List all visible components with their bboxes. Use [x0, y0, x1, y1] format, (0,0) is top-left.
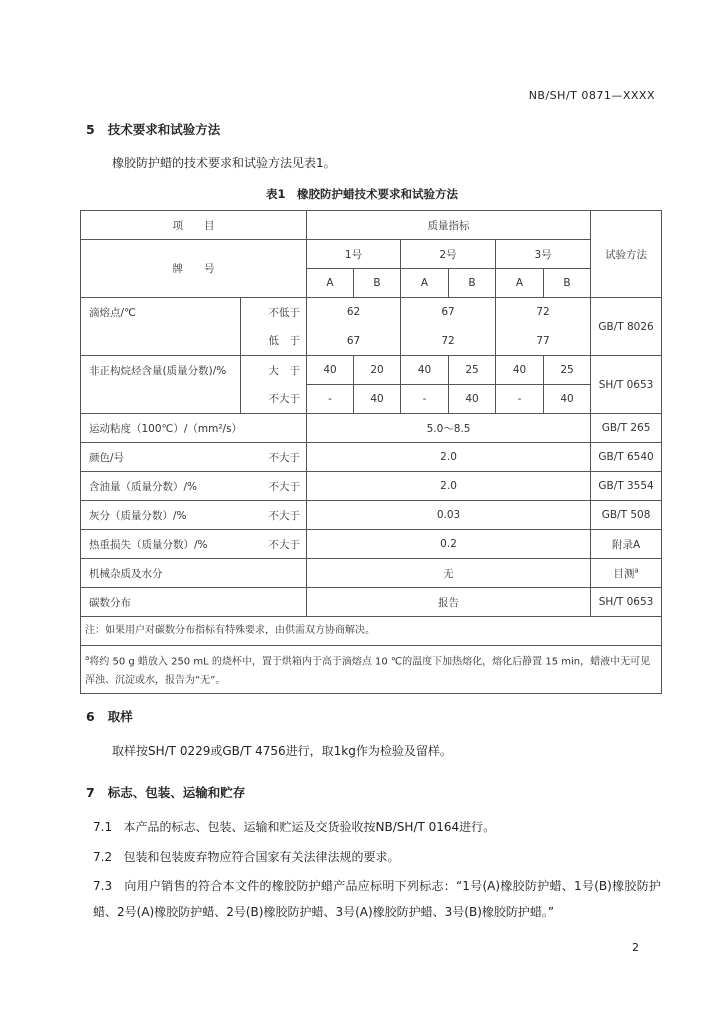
row-label-carbon: 碳数分布 — [81, 588, 307, 617]
method-cell — [591, 559, 662, 588]
value-cell: 40 — [354, 385, 401, 414]
value-cell: - — [401, 385, 449, 414]
header-item: 项 目 — [81, 211, 307, 240]
empty-cell — [81, 385, 241, 414]
value-cell: 40 — [496, 356, 544, 385]
section-6-title: 取样 — [107, 709, 133, 724]
value-cell: 40 — [401, 356, 449, 385]
condition: 不大于 — [241, 385, 307, 414]
value-cell: 无 — [307, 559, 591, 588]
section-6-number: 6 — [86, 709, 95, 724]
condition: 不大于 — [241, 530, 307, 559]
section-7-heading — [86, 783, 245, 801]
section-5-heading — [86, 120, 220, 138]
method-cell: GB/T 8026 — [591, 298, 662, 356]
header-brand: 牌 号 — [81, 240, 307, 298]
condition: 低 于 — [241, 327, 307, 356]
value-cell: 2.0 — [307, 443, 591, 472]
value-cell: 40 — [449, 385, 496, 414]
subgrade: B — [449, 269, 496, 298]
value-cell: 72 — [496, 298, 591, 327]
value-cell: - — [496, 385, 544, 414]
section-5-number: 5 — [86, 122, 95, 137]
row-label-impurities: 机械杂质及水分 — [81, 559, 307, 588]
footnote-ref: a — [634, 566, 639, 574]
method-text: 目测 — [613, 567, 635, 580]
row-label-color: 颜色/号 — [81, 443, 241, 472]
value-cell: 0.03 — [307, 501, 591, 530]
value-cell: 20 — [354, 356, 401, 385]
subgrade: B — [354, 269, 401, 298]
document-code: NB/SH/T 0871—XXXX — [528, 89, 655, 102]
value-cell: 报告 — [307, 588, 591, 617]
value-cell: 62 — [307, 298, 401, 327]
clause-text: 向用户销售的符合本文件的橡胶防护蜡产品应标明下列标志：“1号(A)橡胶防护蜡、1号(B)橡胶防护蜡、2号(A)橡胶防护蜡、2号(B)橡胶防护蜡、3号(A)橡胶防护蜡、3号(B)橡胶防护蜡。” — [93, 879, 661, 919]
clause-7-2 — [93, 844, 663, 870]
value-cell: 77 — [496, 327, 591, 356]
value-cell: 2.0 — [307, 472, 591, 501]
footnote-text: 将约 50 g 蜡放入 250 mL 的烧杯中，置于烘箱内于高于滴熔点 10 ℃的温度下加热熔化，熔化后静置 15 min，蜡液中无可见浑浊、沉淀或水，报告为“无”。 — [85, 656, 651, 687]
condition: 不大于 — [241, 443, 307, 472]
subgrade: A — [496, 269, 544, 298]
clause-number: 7.3 — [93, 879, 113, 893]
section-7-title: 标志、包装、运输和贮存 — [107, 785, 246, 800]
condition: 不大于 — [241, 501, 307, 530]
method-cell: GB/T 265 — [591, 414, 662, 443]
method-cell: GB/T 3554 — [591, 472, 662, 501]
row-label-oil-content: 含油量（质量分数）/% — [81, 472, 241, 501]
section-7-number: 7 — [86, 785, 95, 800]
grade-3: 3号 — [496, 240, 591, 269]
row-label-heat-loss: 热重损失（质量分数）/% — [81, 530, 241, 559]
header-quality: 质量指标 — [307, 211, 591, 240]
method-cell: SH/T 0653 — [591, 588, 662, 617]
value-cell: 5.0～8.5 — [307, 414, 591, 443]
condition: 不大于 — [241, 472, 307, 501]
value-cell: 40 — [544, 385, 591, 414]
clause-7-1 — [93, 814, 663, 840]
value-cell: 67 — [401, 298, 496, 327]
condition: 大 于 — [241, 356, 307, 385]
value-cell: 40 — [307, 356, 354, 385]
section-5-intro: 橡胶防护蜡的技术要求和试验方法见表1。 — [112, 156, 336, 170]
clause-text: 包装和包装废弃物应符合国家有关法律法规的要求。 — [123, 850, 400, 864]
subgrade: A — [307, 269, 354, 298]
value-cell: 72 — [401, 327, 496, 356]
value-cell: 67 — [307, 327, 401, 356]
grade-1: 1号 — [307, 240, 401, 269]
section-5-title: 技术要求和试验方法 — [107, 122, 221, 137]
row-label-drop-point: 滴熔点/℃ — [81, 298, 241, 327]
clause-7-3 — [93, 873, 661, 925]
subgrade: B — [544, 269, 591, 298]
value-cell: 25 — [544, 356, 591, 385]
section-6-text: 取样按SH/T 0229或GB/T 4756进行，取1kg作为检验及留样。 — [112, 744, 452, 758]
method-cell: GB/T 508 — [591, 501, 662, 530]
spec-table — [80, 210, 662, 694]
page-number: 2 — [632, 941, 639, 954]
footnote-mark: a — [85, 654, 90, 662]
method-cell: SH/T 0653 — [591, 356, 662, 414]
value-cell: 25 — [449, 356, 496, 385]
grade-2: 2号 — [401, 240, 496, 269]
empty-cell — [81, 327, 241, 356]
row-label-viscosity: 运动粘度（100℃）/（mm²/s） — [81, 414, 307, 443]
table-footnote — [81, 646, 662, 694]
row-label-non-normal-alkane: 非正构烷烃含量(质量分数)/% — [81, 356, 241, 385]
condition: 不低于 — [241, 298, 307, 327]
value-cell: 0.2 — [307, 530, 591, 559]
clause-number: 7.2 — [93, 850, 113, 864]
clause-number: 7.1 — [93, 820, 113, 834]
clause-text: 本产品的标志、包装、运输和贮运及交货验收按NB/SH/T 0164进行。 — [123, 820, 496, 834]
section-6-heading — [86, 707, 133, 725]
table-note: 注：如果用户对碳数分布指标有特殊要求，由供需双方协商解决。 — [81, 617, 662, 646]
table-caption: 表1 橡胶防护蜡技术要求和试验方法 — [266, 187, 458, 201]
row-label-ash: 灰分（质量分数）/% — [81, 501, 241, 530]
header-method: 试验方法 — [591, 211, 662, 298]
method-cell: 附录A — [591, 530, 662, 559]
subgrade: A — [401, 269, 449, 298]
value-cell: - — [307, 385, 354, 414]
method-cell: GB/T 6540 — [591, 443, 662, 472]
